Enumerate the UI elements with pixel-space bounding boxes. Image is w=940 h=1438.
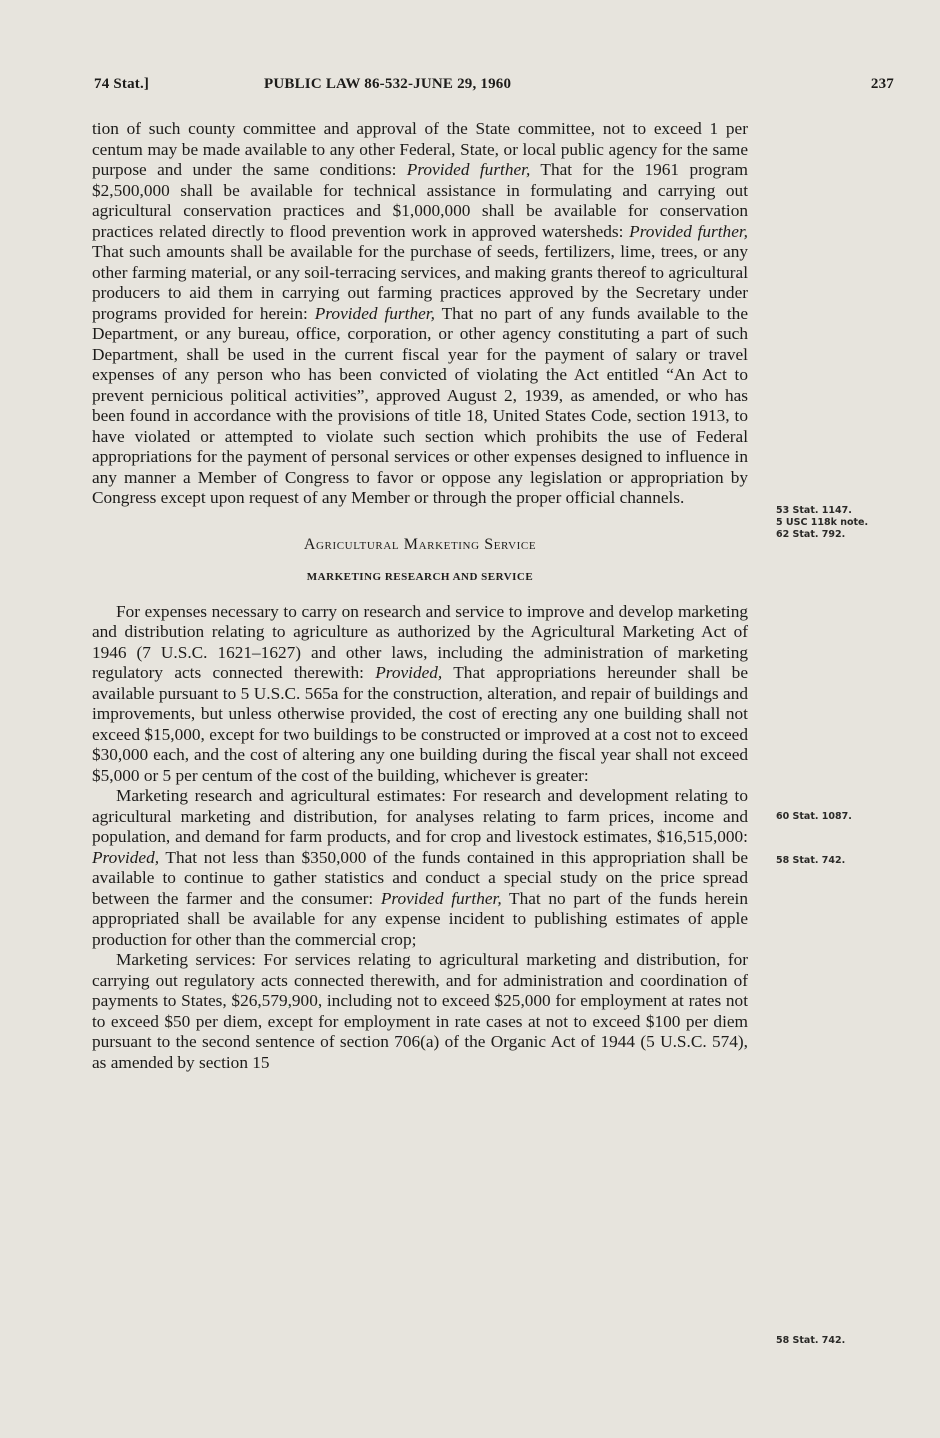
margin-note-60-stat: 60 Stat. 1087. — [776, 811, 852, 822]
paragraph-2: For expenses necessary to carry on research and service to improve and develop marketing and distribution relating to agriculture as authorized by the Agricultural Marketing Act of 1946 (7 U.S.C. 1621–1627) and other laws, including the administration of marketing regulatory acts connected therewith: Provided, That appropriations hereunder shall be available pursuant to 5 U.S.C. 565a for the construction, alteration, and repair of buildings and improvements, but unless otherwise provided, the cost of erecting any one building shall not exceed $15,000, except for two buildings to be constructed or improved at a cost not to exceed $30,000 each, and the cost of altering any one building during the fiscal year shall not exceed $5,000 or 5 per centum of the cost of the building, whichever is greater: — [92, 601, 748, 785]
law-title: PUBLIC LAW 86-532-JUNE 29, 1960 — [264, 76, 512, 92]
page-header — [94, 76, 894, 98]
margin-note-58-stat-2: 58 Stat. 742. — [776, 1335, 846, 1346]
paragraph-4: Marketing services: For services relating to agricultural marketing and distribution, for carrying out regulatory acts connected therewith, and for administration and coordination of payments to States, $26,579,900, including not to exceed $25,000 for employment at rates not to exceed $50 per diem, except for employment in rate cases at not to exceed $100 per diem pursuant to the second sentence of section 706(a) of the Organic Act of 1944 (5 U.S.C. 574), as amended by section 15 — [92, 950, 748, 1072]
paragraph-3: Marketing research and agricultural estimates: For research and development relating to agricultural marketing and distribution, for analyses relating to farm prices, income and population, and demand for farm products, and for crop and livestock estimates, $16,515,000: Provided, That not less than $350,000 of the funds contained in this appropriation shall be available to continue to gather statistics and conduct a special study on the price spread between the farmer and the consumer: Provided further, That no part of the funds herein appropriated shall be available for any expense incident to publishing estimates of apple production for other than the commercial crop; — [92, 786, 749, 949]
margin-note-statutes: 53 Stat. 1147. 5 USC 118k note. 62 Stat. 792. — [776, 505, 869, 540]
page-number: 237 — [870, 76, 894, 92]
body-text — [92, 119, 748, 1073]
margin-note-58-stat: 58 Stat. 742. — [776, 855, 846, 866]
subsection-heading: MARKETING RESEARCH AND SERVICE — [306, 571, 534, 583]
volume-reference: 74 Stat.] — [94, 76, 150, 92]
section-heading: Agricultural Marketing Service — [303, 535, 537, 553]
paragraph-1: tion of such county committee and approval of the State committee, not to exceed 1 per centum may be made available to any other Federal, State, or local public agency for the same purpose and under the same conditions: Provided further, That for the 1961 program $2,500,000 shall be available for technical assistance in formulating and carrying out agricultural conservation practices and $1,000,000 shall be available for conservation practices related directly to flood prevention work in approved watersheds: Provided further, That such amounts shall be available for the purchase of seeds, fertilizers, lime, trees, or any other farming material, or any soil-terracing services, and making grants thereof to agricultural producers to aid them in carrying out farming practices approved by the Secretary under programs provided for herein: Provided further, That no part of any funds available to the Department, or any bureau, office, corporation, or other agency constituting a part of such Department, shall be used in the current fiscal year for the payment of salary or travel expenses of any person who has been convicted of violating the Act entitled “An Act to prevent pernicious political activities”, approved August 2, 1939, as amended, or who has been found in accordance with the provisions of title 18, United States Code, section 1913, to have violated or attempted to violate such section which prohibits the use of Federal appropriations for the payment of personal services or other expenses designed to influence in any manner a Member of Congress to favor or oppose any legislation or appropriation by Congress except upon request of any Member or through the proper official channels. — [92, 119, 748, 507]
